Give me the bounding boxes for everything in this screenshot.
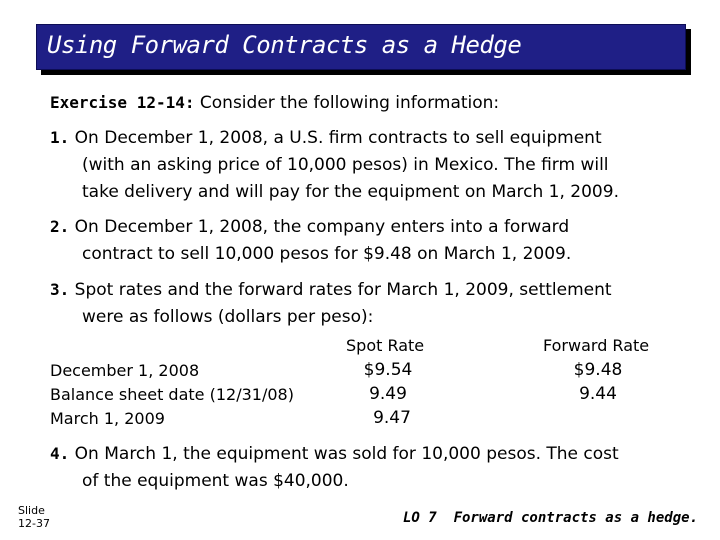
item-line: 2. On December 1, 2008, the company enters into a forward	[50, 217, 570, 237]
spot-rate-header: Spot Rate	[346, 336, 425, 355]
lo-text: Forward contracts as a hedge.	[453, 510, 698, 526]
slide-number-text: 12-37	[18, 517, 50, 530]
forward-rate-header: Forward Rate	[543, 336, 650, 355]
list-item	[50, 124, 619, 206]
exercise-text: Consider the following information:	[199, 93, 500, 113]
rate-row-date: Balance sheet date (12/31/08)	[50, 385, 294, 404]
slide-number	[18, 504, 50, 530]
exercise-intro	[50, 93, 499, 113]
item-line: 4. On March 1, the equipment was sold for 10,000 pesos. The cost	[50, 444, 619, 464]
item-number: 2.	[50, 217, 70, 236]
lo-label: LO 7	[402, 510, 437, 526]
page-title: Using Forward Contracts as a Hedge	[47, 31, 522, 59]
item-line: take delivery and will pay for the equipment on March 1, 2009.	[82, 182, 619, 202]
list-item	[50, 276, 612, 331]
item-line: (with an asking price of 10,000 pesos) in Mexico. The firm will	[82, 155, 609, 175]
forward-rate-value: $9.48	[573, 360, 623, 380]
learning-objective-footer	[403, 510, 698, 526]
slide-label-text: Slide	[18, 504, 45, 517]
rate-row-date: March 1, 2009	[50, 409, 165, 428]
item-line: contract to sell 10,000 pesos for $9.48 on March 1, 2009.	[82, 244, 572, 264]
item-line: of the equipment was $40,000.	[82, 471, 349, 491]
spot-rate-value: 9.47	[373, 408, 411, 428]
list-item	[50, 213, 571, 268]
title-bar	[36, 24, 686, 70]
item-line: were as follows (dollars per peso):	[82, 307, 374, 327]
item-number: 4.	[50, 444, 70, 463]
item-number: 1.	[50, 128, 70, 147]
spot-rate-value: $9.54	[363, 360, 413, 380]
item-line: 3. Spot rates and the forward rates for March 1, 2009, settlement	[50, 280, 612, 300]
spot-rate-value: 9.49	[369, 384, 407, 404]
exercise-label: Exercise 12-14:	[50, 93, 195, 112]
forward-rate-value: 9.44	[579, 384, 617, 404]
list-item	[50, 440, 619, 495]
rate-row-date: December 1, 2008	[50, 361, 200, 380]
item-number: 3.	[50, 280, 70, 299]
item-line: 1. On December 1, 2008, a U.S. firm contracts to sell equipment	[50, 128, 602, 148]
